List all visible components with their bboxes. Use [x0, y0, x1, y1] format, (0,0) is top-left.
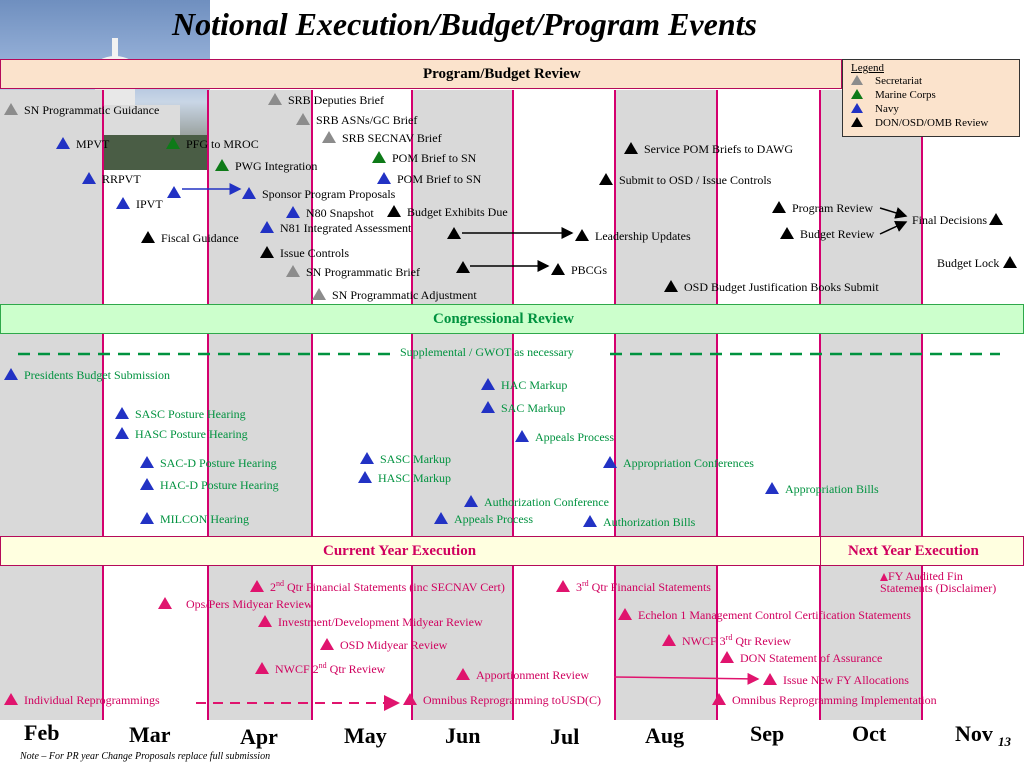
event-rrpvt: RRPVT: [82, 172, 141, 186]
event-osd-budget-justification: OSD Budget Justification Books Submit: [664, 280, 879, 294]
event-sponsor-program-proposals: Sponsor Program Proposals: [242, 187, 395, 201]
event-n80-snapshot: N80 Snapshot: [286, 206, 374, 220]
event-hacd-posture: HAC-D Posture Hearing: [140, 478, 279, 492]
event-sac-markup: SAC Markup: [481, 401, 565, 415]
page-title: Notional Execution/Budget/Program Events: [172, 6, 757, 42]
event-authorization-bills: Authorization Bills: [583, 515, 695, 529]
event-appeals-process-1: Appeals Process: [515, 430, 614, 444]
month-label-jul: Jul: [550, 724, 580, 749]
event-fiscal-guidance: Fiscal Guidance: [141, 231, 239, 245]
month-label-oct: Oct: [852, 721, 887, 746]
event-issue-new-fy-allocations: Issue New FY Allocations: [763, 673, 909, 687]
event-pwg-integration: PWG Integration: [215, 159, 317, 173]
event-srb-secnav-brief: SRB SECNAV Brief: [322, 131, 442, 145]
event-mpvt: MPVT: [56, 137, 109, 151]
event-submit-to-osd: Submit to OSD / Issue Controls: [599, 173, 771, 187]
event-leadership-updates: Leadership Updates: [575, 229, 691, 243]
event-apportionment-review: Apportionment Review: [456, 668, 589, 682]
event-program-review: Program Review: [772, 201, 873, 215]
band-title: Congressional Review: [433, 311, 574, 327]
month-label-mar: Mar: [129, 722, 171, 747]
event-osd-midyear: OSD Midyear Review: [320, 638, 447, 652]
legend-label: DON/OSD/OMB Review: [875, 117, 989, 129]
event-ipvt: IPVT: [116, 197, 163, 211]
event-authorization-conference: Authorization Conference: [464, 495, 609, 509]
event-pom-brief-to-sn-1: POM Brief to SN: [372, 151, 476, 165]
event-appeals-process-2: Appeals Process: [434, 512, 533, 526]
event-srb-asns-gc-brief: SRB ASNs/GC Brief: [296, 113, 417, 127]
event-echelon1-certification: Echelon 1 Management Control Certification Statements: [618, 608, 911, 622]
event-q2-financial-statements: 2nd Qtr Financial Statements (inc SECNAV Cert): [250, 577, 505, 594]
event-appropriation-conferences: Appropriation Conferences: [603, 456, 754, 470]
event-omnibus-implementation: Omnibus Reprogramming Implementation: [712, 693, 937, 707]
band-title: Program/Budget Review: [423, 66, 581, 82]
event-budget-lock: Budget Lock: [937, 256, 1017, 270]
event-sasc-markup: SASC Markup: [360, 452, 451, 466]
event-sn-programmatic-brief: SN Programmatic Brief: [286, 265, 420, 279]
congress-supplemental-label: Supplemental / GWOT as necessary: [400, 345, 574, 359]
program-review-to-final-arrow: [880, 208, 906, 216]
event-service-pom-briefs: Service POM Briefs to DAWG: [624, 142, 793, 156]
event-budget-review: Budget Review: [780, 227, 874, 241]
month-label-may: May: [344, 723, 387, 748]
month-label-aug: Aug: [645, 723, 685, 748]
event-issue-controls: Issue Controls: [260, 246, 349, 260]
event-pfg-to-mroc: PFG to MROC: [166, 137, 259, 151]
legend-label: Secretariat: [875, 75, 923, 87]
event-srb-deputies-brief: SRB Deputies Brief: [268, 93, 384, 107]
event-n81-integrated-assessment: N81 Integrated Assessment: [260, 221, 411, 235]
apportionment-to-allocations-arrow: [614, 677, 758, 679]
event-omnibus-to-usd: Omnibus Reprogramming toUSD(C): [403, 693, 601, 707]
event-sn-programmatic-guidance: SN Programmatic Guidance: [4, 103, 159, 117]
event-fy-audited-statements: FY Audited Fin Statements (Disclaimer): [880, 569, 997, 595]
month-label-jun: Jun: [445, 723, 481, 748]
event-final-decisions: Final Decisions: [912, 213, 1003, 227]
event-hasc-posture: HASC Posture Hearing: [115, 427, 248, 441]
event-pom-brief-to-sn-2: POM Brief to SN: [377, 172, 481, 186]
event-budget-exhibits-due: Budget Exhibits Due: [387, 205, 508, 219]
page-number: 13: [998, 734, 1011, 749]
event-inv-dev-midyear: Investment/Development Midyear Review: [258, 615, 483, 629]
month-label-feb: Feb: [24, 720, 60, 745]
event-presidents-budget: Presidents Budget Submission: [4, 368, 170, 382]
event-sacd-posture: SAC-D Posture Hearing: [140, 456, 277, 470]
event-ops-pers-midyear: Ops/Pers Midyear Review: [158, 597, 313, 611]
event-individual-reprogrammings: Individual Reprogrammings: [4, 693, 160, 707]
event-q3-financial-statements: 3rd Qtr Financial Statements: [556, 577, 711, 594]
event-nwcf-q2-review: NWCF 2nd Qtr Review: [255, 659, 385, 676]
footnote: Note – For PR year Change Proposals replace full submission: [20, 751, 271, 762]
legend-label: Navy: [875, 103, 899, 115]
event-pbcgs: PBCGs: [551, 263, 607, 277]
event-hasc-markup: HASC Markup: [358, 471, 451, 485]
month-label-apr: Apr: [240, 724, 278, 749]
event-nwcf-q3-review: NWCF 3rd Qtr Review: [662, 631, 791, 648]
budget-review-to-final-arrow: [880, 222, 906, 234]
legend-title: Legend: [851, 62, 884, 74]
event-sn-programmatic-adjustment: SN Programmatic Adjustment: [312, 288, 477, 302]
band-title: Next Year Execution: [848, 543, 979, 559]
event-appropriation-bills: Appropriation Bills: [765, 482, 879, 496]
event-sasc-posture: SASC Posture Hearing: [115, 407, 246, 421]
month-label-sep: Sep: [750, 721, 785, 746]
legend-label: Marine Corps: [875, 89, 936, 101]
month-label-nov: Nov: [955, 721, 993, 746]
event-hac-markup: HAC Markup: [481, 378, 567, 392]
event-milcon-hearing: MILCON Hearing: [140, 512, 249, 526]
event-don-statement: DON Statement of Assurance: [720, 651, 882, 665]
band-title: Current Year Execution: [323, 543, 477, 559]
